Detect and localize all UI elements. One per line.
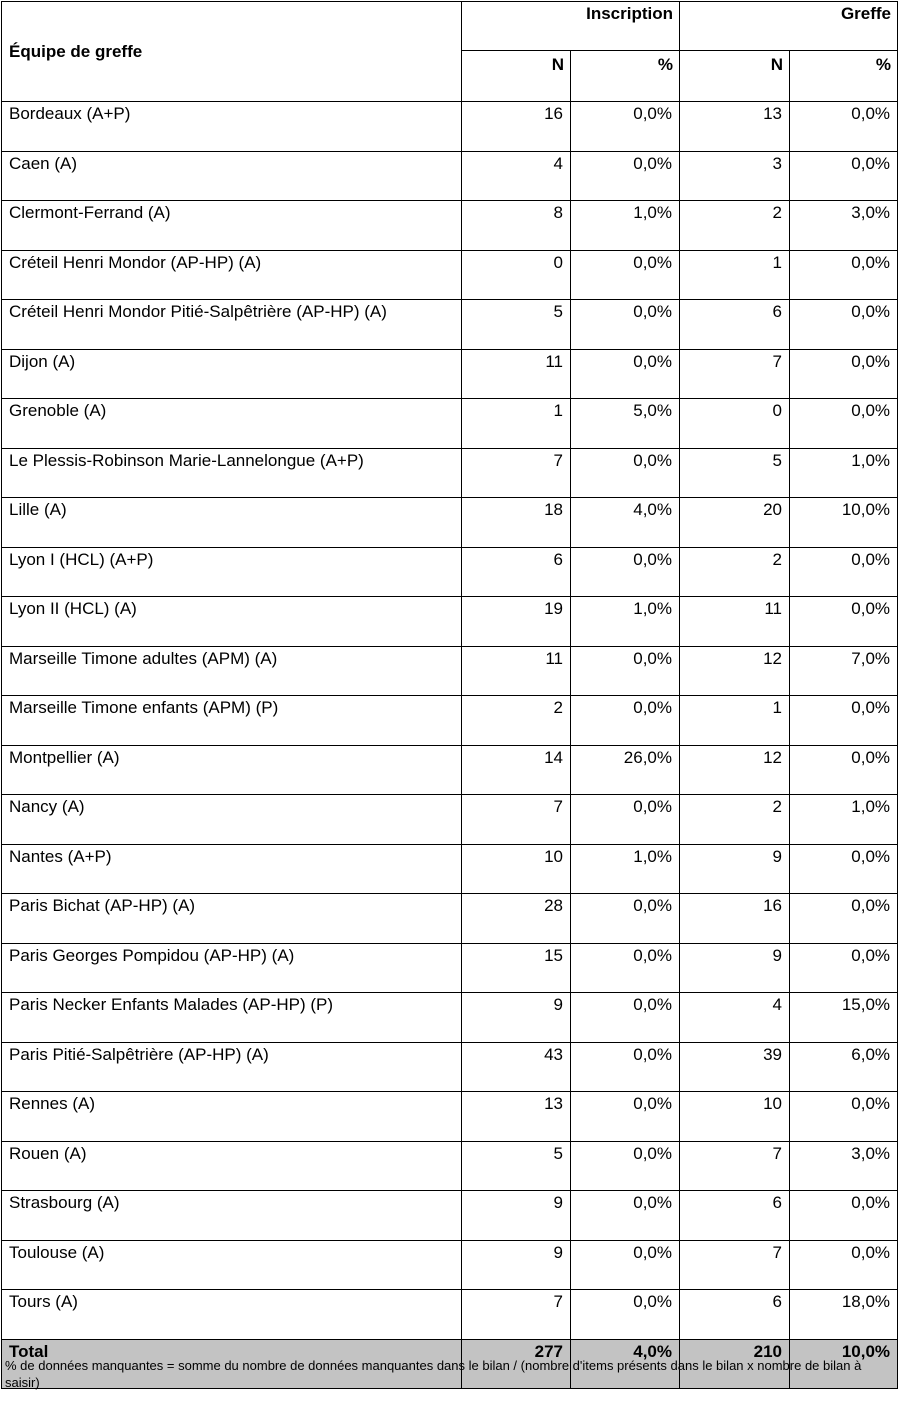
cell-team-name: Montpellier (A) (2, 745, 462, 795)
table-row (2, 943, 898, 993)
cell-inscription-pct: 0,0% (571, 1042, 680, 1092)
table-row (2, 844, 898, 894)
header-row-groups (2, 2, 898, 51)
cell-inscription-n: 4 (462, 151, 571, 201)
cell-greffe-pct: 0,0% (790, 696, 898, 746)
cell-greffe-n: 6 (680, 300, 790, 350)
cell-greffe-pct: 0,0% (790, 943, 898, 993)
table-row (2, 547, 898, 597)
cell-inscription-pct: 0,0% (571, 547, 680, 597)
total-label: Total (2, 1339, 462, 1388)
cell-greffe-pct: 18,0% (790, 1290, 898, 1340)
cell-greffe-pct: 0,0% (790, 250, 898, 300)
cell-greffe-pct: 0,0% (790, 1092, 898, 1142)
cell-inscription-pct: 1,0% (571, 844, 680, 894)
cell-inscription-n: 14 (462, 745, 571, 795)
cell-greffe-pct: 1,0% (790, 448, 898, 498)
cell-inscription-n: 7 (462, 1290, 571, 1340)
table-row (2, 795, 898, 845)
cell-greffe-n: 2 (680, 795, 790, 845)
cell-inscription-pct: 0,0% (571, 1240, 680, 1290)
cell-greffe-pct: 0,0% (790, 349, 898, 399)
cell-greffe-pct: 0,0% (790, 1191, 898, 1241)
cell-inscription-pct: 0,0% (571, 250, 680, 300)
cell-greffe-pct: 7,0% (790, 646, 898, 696)
cell-greffe-pct: 0,0% (790, 151, 898, 201)
cell-greffe-n: 9 (680, 844, 790, 894)
cell-team-name: Nancy (A) (2, 795, 462, 845)
cell-greffe-n: 0 (680, 399, 790, 449)
cell-greffe-pct: 10,0% (790, 498, 898, 548)
cell-team-name: Marseille Timone adultes (APM) (A) (2, 646, 462, 696)
header-greffe-n: N (680, 51, 790, 102)
cell-inscription-pct: 0,0% (571, 1092, 680, 1142)
total-inscription-pct: 4,0% (571, 1339, 680, 1388)
cell-greffe-n: 20 (680, 498, 790, 548)
cell-inscription-n: 18 (462, 498, 571, 548)
cell-team-name: Paris Necker Enfants Malades (AP-HP) (P) (2, 993, 462, 1043)
cell-inscription-n: 8 (462, 201, 571, 251)
table-row (2, 1141, 898, 1191)
cell-inscription-pct: 0,0% (571, 646, 680, 696)
table-row (2, 300, 898, 350)
cell-greffe-pct: 0,0% (790, 894, 898, 944)
total-greffe-n: 210 (680, 1339, 790, 1388)
cell-greffe-n: 4 (680, 993, 790, 1043)
cell-inscription-n: 16 (462, 102, 571, 152)
cell-greffe-n: 12 (680, 745, 790, 795)
table-row (2, 696, 898, 746)
cell-inscription-n: 5 (462, 1141, 571, 1191)
table-row (2, 250, 898, 300)
cell-team-name: Clermont-Ferrand (A) (2, 201, 462, 251)
cell-inscription-n: 9 (462, 1191, 571, 1241)
table-row (2, 448, 898, 498)
cell-inscription-n: 9 (462, 1240, 571, 1290)
table-row (2, 1092, 898, 1142)
cell-greffe-pct: 0,0% (790, 300, 898, 350)
table-row (2, 1290, 898, 1340)
cell-team-name: Lille (A) (2, 498, 462, 548)
cell-inscription-pct: 0,0% (571, 151, 680, 201)
cell-greffe-n: 1 (680, 696, 790, 746)
table-row (2, 1191, 898, 1241)
cell-inscription-n: 15 (462, 943, 571, 993)
cell-team-name: Dijon (A) (2, 349, 462, 399)
table-row (2, 349, 898, 399)
header-team: Équipe de greffe (2, 2, 462, 102)
cell-inscription-n: 28 (462, 894, 571, 944)
cell-inscription-pct: 4,0% (571, 498, 680, 548)
table-row (2, 745, 898, 795)
cell-greffe-pct: 0,0% (790, 597, 898, 647)
cell-inscription-n: 7 (462, 448, 571, 498)
cell-greffe-n: 12 (680, 646, 790, 696)
header-inscription-pct: % (571, 51, 680, 102)
cell-greffe-n: 2 (680, 547, 790, 597)
cell-inscription-pct: 0,0% (571, 943, 680, 993)
cell-team-name: Toulouse (A) (2, 1240, 462, 1290)
cell-inscription-pct: 0,0% (571, 1141, 680, 1191)
cell-greffe-pct: 3,0% (790, 1141, 898, 1191)
cell-greffe-pct: 0,0% (790, 102, 898, 152)
cell-greffe-pct: 0,0% (790, 547, 898, 597)
cell-team-name: Rennes (A) (2, 1092, 462, 1142)
cell-inscription-pct: 0,0% (571, 795, 680, 845)
cell-inscription-n: 10 (462, 844, 571, 894)
cell-greffe-n: 11 (680, 597, 790, 647)
cell-inscription-pct: 0,0% (571, 1290, 680, 1340)
cell-inscription-n: 43 (462, 1042, 571, 1092)
cell-team-name: Créteil Henri Mondor Pitié-Salpêtrière (AP-HP) (A) (2, 300, 462, 350)
cell-inscription-n: 5 (462, 300, 571, 350)
cell-inscription-n: 11 (462, 646, 571, 696)
table-row (2, 993, 898, 1043)
table-row (2, 498, 898, 548)
total-inscription-n: 277 (462, 1339, 571, 1388)
cell-team-name: Paris Pitié-Salpêtrière (AP-HP) (A) (2, 1042, 462, 1092)
cell-inscription-n: 6 (462, 547, 571, 597)
cell-greffe-n: 1 (680, 250, 790, 300)
cell-team-name: Bordeaux (A+P) (2, 102, 462, 152)
cell-greffe-n: 7 (680, 1240, 790, 1290)
cell-inscription-pct: 0,0% (571, 349, 680, 399)
missing-data-table (1, 1, 898, 1389)
cell-inscription-n: 7 (462, 795, 571, 845)
cell-inscription-n: 13 (462, 1092, 571, 1142)
header-greffe-pct: % (790, 51, 898, 102)
cell-team-name: Lyon II (HCL) (A) (2, 597, 462, 647)
cell-inscription-n: 1 (462, 399, 571, 449)
table-row (2, 1042, 898, 1092)
cell-inscription-pct: 1,0% (571, 201, 680, 251)
cell-team-name: Rouen (A) (2, 1141, 462, 1191)
cell-greffe-pct: 0,0% (790, 745, 898, 795)
cell-greffe-n: 13 (680, 102, 790, 152)
cell-team-name: Paris Georges Pompidou (AP-HP) (A) (2, 943, 462, 993)
cell-inscription-n: 9 (462, 993, 571, 1043)
cell-team-name: Caen (A) (2, 151, 462, 201)
cell-greffe-pct: 6,0% (790, 1042, 898, 1092)
table-row (2, 201, 898, 251)
cell-greffe-n: 5 (680, 448, 790, 498)
cell-team-name: Marseille Timone enfants (APM) (P) (2, 696, 462, 746)
cell-team-name: Tours (A) (2, 1290, 462, 1340)
cell-team-name: Strasbourg (A) (2, 1191, 462, 1241)
cell-inscription-pct: 0,0% (571, 1191, 680, 1241)
header-group-inscription: Inscription (462, 2, 680, 51)
cell-greffe-n: 2 (680, 201, 790, 251)
total-greffe-pct: 10,0% (790, 1339, 898, 1388)
cell-greffe-n: 6 (680, 1191, 790, 1241)
cell-inscription-n: 11 (462, 349, 571, 399)
cell-inscription-pct: 5,0% (571, 399, 680, 449)
cell-team-name: Le Plessis-Robinson Marie-Lannelongue (A+P) (2, 448, 462, 498)
cell-greffe-pct: 1,0% (790, 795, 898, 845)
cell-greffe-n: 6 (680, 1290, 790, 1340)
cell-inscription-pct: 0,0% (571, 894, 680, 944)
footnote: % de données manquantes = somme du nombre de données manquantes dans le bilan / (nombre d'items présents dans le bilan x nombre de bilan à saisir) (5, 1358, 862, 1390)
cell-greffe-pct: 15,0% (790, 993, 898, 1043)
header-inscription-n: N (462, 51, 571, 102)
cell-inscription-n: 19 (462, 597, 571, 647)
header-group-greffe: Greffe (680, 2, 898, 51)
cell-greffe-pct: 0,0% (790, 399, 898, 449)
cell-inscription-pct: 0,0% (571, 448, 680, 498)
cell-greffe-n: 3 (680, 151, 790, 201)
table-body (2, 102, 898, 1340)
cell-team-name: Créteil Henri Mondor (AP-HP) (A) (2, 250, 462, 300)
cell-inscription-pct: 0,0% (571, 102, 680, 152)
cell-inscription-pct: 26,0% (571, 745, 680, 795)
cell-inscription-pct: 0,0% (571, 300, 680, 350)
cell-inscription-n: 0 (462, 250, 571, 300)
cell-inscription-pct: 0,0% (571, 993, 680, 1043)
cell-team-name: Paris Bichat (AP-HP) (A) (2, 894, 462, 944)
cell-inscription-pct: 1,0% (571, 597, 680, 647)
cell-greffe-n: 16 (680, 894, 790, 944)
cell-greffe-n: 7 (680, 1141, 790, 1191)
cell-greffe-n: 9 (680, 943, 790, 993)
cell-greffe-pct: 0,0% (790, 844, 898, 894)
cell-inscription-pct: 0,0% (571, 696, 680, 746)
table-row (2, 1240, 898, 1290)
cell-greffe-n: 10 (680, 1092, 790, 1142)
table-row (2, 399, 898, 449)
cell-greffe-pct: 3,0% (790, 201, 898, 251)
table-row (2, 597, 898, 647)
cell-greffe-n: 39 (680, 1042, 790, 1092)
table-row (2, 894, 898, 944)
table-row (2, 102, 898, 152)
cell-inscription-n: 2 (462, 696, 571, 746)
table-row (2, 646, 898, 696)
cell-team-name: Lyon I (HCL) (A+P) (2, 547, 462, 597)
cell-team-name: Grenoble (A) (2, 399, 462, 449)
cell-team-name: Nantes (A+P) (2, 844, 462, 894)
table-row (2, 151, 898, 201)
cell-greffe-n: 7 (680, 349, 790, 399)
cell-greffe-pct: 0,0% (790, 1240, 898, 1290)
